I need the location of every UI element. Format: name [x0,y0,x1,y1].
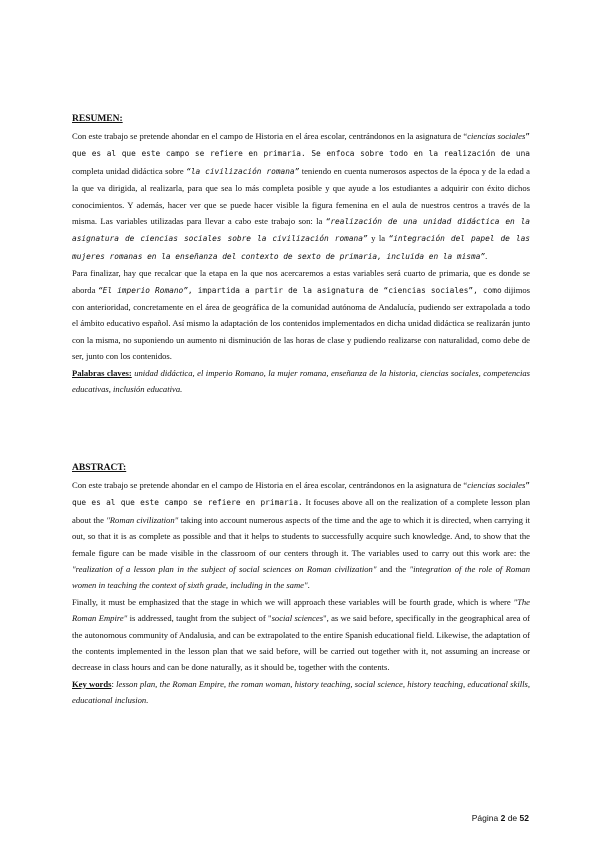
resumen-section [72,113,530,398]
text-span: ciencias sociales [467,131,526,141]
text-span: teniendo en cuenta numerosos aspectos de la época y de la edad a la que va dirigida, al realizarla, para que sea lo más completa posible y que ayude a los estudiantes a adquirir con éxito dichos conocimientos. Y además, hacer ver que se puede hacer visible la figura femenina en el aula de nuestros centros a través de la misma. Las variables utilizadas para llevar a cabo este trabajo son: la [72,165,530,227]
text-span: "Roman civilization" [106,514,179,525]
page-of: de [505,813,520,823]
resumen-paragraph-1 [72,128,530,265]
keywords-colon: : [111,678,114,689]
abstract-heading: ABSTRACT: [72,463,127,473]
text-span: “integración del papel de las mujeres romanas en la enseñanza del contexto de sexto de primaria, incluida en la misma” [72,234,530,261]
text-span: "realization of a lesson plan in the subject of social sciences on Roman civilization" [72,564,377,575]
total-pages: 52 [519,813,529,823]
text-span: taking into account numerous aspects of the time and the age to which it is directed, when carrying it out, so that it is as complete as possible and that it helps to students to successfully acquire such knowledge. And, to show that the female figure can be made visible in the classroom of our centers through it. The variables used to carry out this work are: the [72,514,531,558]
text-span: “la civilización romana” [186,166,300,176]
text-span: It focuses above all on the realization of a complete lesson plan about the [72,497,530,525]
abstract-keywords [72,676,530,709]
text-span: social sciences [271,613,324,624]
text-span: completa unidad didáctica sobre [72,165,187,176]
text-span: Para finalizar, hay que recalcar que la etapa en la que nos acercaremos a estas variables será cuarto de primaria, que es donde se aborda [72,268,530,295]
text-span: y la [367,233,389,244]
keywords-label: Palabras claves: [72,367,132,378]
text-span: ” que es al que este campo se refiere en primaria. [72,481,530,508]
text-span: , impartida a partir de la asignatura de “ciencias sociales”, como [187,285,502,295]
text-span: dijimos con anterioridad, concretamente en el área de geográfica de la comunidad autónoma de Andalucía, pudiendo ser extrapolada a todo el ámbito educativo español. Así mismo la adaptación de los contenidos implementados en dicha unidad didáctica se realizarán junto con la misma, no suponiendo un aumento ni disminución de las horas de clase y pudiendo realizarse con naturalidad, como debe de ser, junto con los contenidos. [72,284,531,362]
page-label: Página [471,813,501,823]
current-page: 2 [500,813,506,823]
text-span: is addressed, taught from the subject of " [127,613,272,624]
abstract-paragraph-2 [72,594,530,676]
resumen-paragraph-2 [72,265,530,364]
resumen-heading: RESUMEN: [72,114,123,124]
text-span: ciencias sociales [467,480,526,490]
text-span: ” que es al que este campo se refiere en primaria. Se enfoca sobre todo en la realización de una [72,132,530,159]
text-span: and the [376,564,410,575]
text-span: "The Roman Empire" [72,596,530,624]
keywords-text: lesson plan, the Roman Empire, the roman woman, history teaching, social science, history teaching, educational skills, educational inclusion. [72,678,530,706]
text-span: “realización de una unidad didáctica en la asignatura de ciencias sociales sobre la civilización romana” [72,217,530,244]
text-span: "integration of the role of Roman women in teaching the context of sixth grade, including in the same" [72,564,530,591]
text-span: . [307,580,310,591]
page-number [472,813,529,823]
keywords-label: Key words [72,678,112,689]
text-span: Finally, it must be emphasized that the stage in which we will approach these variables will be fourth grade, which is where [72,596,514,607]
text-span: Con este trabajo se pretende ahondar en el campo de Historia en el área escolar, centrándonos en la asignatura de “ [72,131,468,141]
resumen-keywords [72,365,530,398]
abstract-section [72,462,530,709]
text-span: . [485,250,488,261]
abstract-paragraph-1 [72,477,530,594]
keywords-text: unidad didáctica, el imperio Romano, la mujer romana, enseñanza de la historia, ciencias sociales, competencias educativas, inclusión educativa. [72,367,530,395]
text-span: Con este trabajo se pretende ahondar en el campo de Historia en el área escolar, centrándonos en la asignatura de “ [72,480,468,490]
text-span: ", as we said before, specifically in the geographical area of the autonomous community of Andalusia, and can be extrapolated to the entire Spanish educational field. Likewise, the adaptation of the contents implemented in the lesson plan that we said before, will be carried out together with it, not assuming an increase or decrease in class hours and can be done naturally, as it should be, together with the contents. [72,613,530,673]
text-span: “El imperio Romano” [97,285,188,295]
